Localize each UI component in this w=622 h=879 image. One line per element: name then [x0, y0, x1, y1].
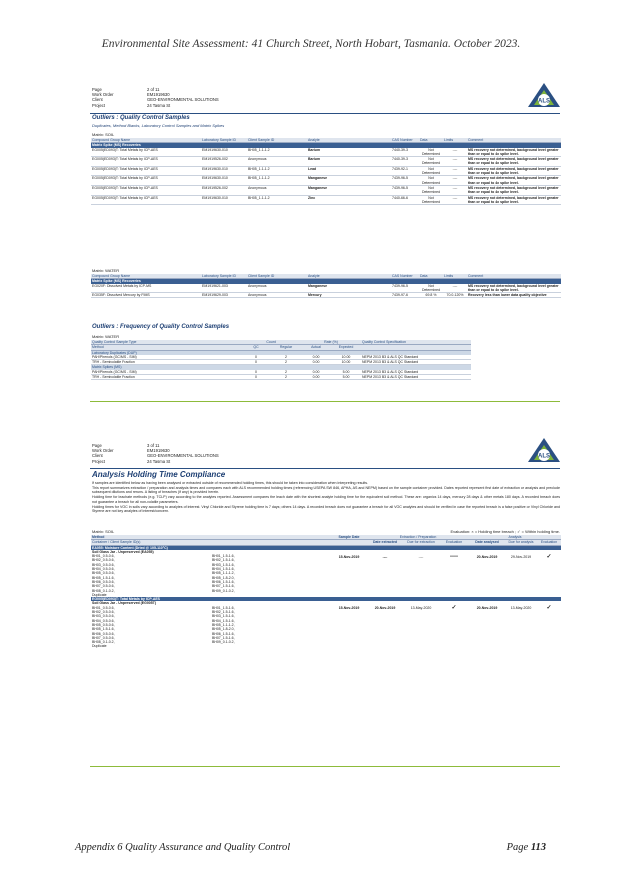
sample-id: BH05_1.1-1.2, — [212, 571, 235, 576]
sample-id: BH05_0.5-0.6, — [92, 622, 115, 627]
cell-comment: MS recovery not determined, background level greater than or equal to 4x spike level. — [467, 176, 561, 186]
cell-analyte: Manganese — [307, 284, 391, 293]
hold-group-label: EG005(ED093)T: Total Metals by ICP-AES — [91, 597, 561, 601]
meta-value: GEO-ENVIRONMENTAL SOLUTIONS — [147, 453, 219, 459]
meta-row — [92, 459, 219, 464]
column-header: Limits — [443, 138, 467, 143]
freq-header-actual: Actual — [301, 345, 331, 350]
sample-id: BH05_1.5-1.6, — [92, 575, 115, 580]
meta-key: Page — [92, 87, 102, 92]
cell-cas: 7440-39-3 — [391, 148, 419, 157]
freq-cell-qc: 0 — [241, 355, 271, 360]
sample-id: BH02_0.5-0.6, — [92, 558, 115, 563]
holding-matrix-label: Matrix: SOIL — [92, 529, 115, 534]
column-header: Analyte — [307, 274, 391, 279]
als-logo-text-2: ALS — [538, 453, 550, 460]
cell-lab: EM1919629-003 — [201, 293, 247, 298]
cell-data: Not Determined — [419, 166, 443, 176]
freq-cell-qc: 0 — [241, 375, 271, 380]
sample-id: BH01_0.5-0.6, — [92, 605, 115, 610]
cell-client: Anonymous — [247, 185, 307, 195]
meta-value: EM1919630 — [147, 448, 170, 454]
cell-client: Anonymous — [247, 157, 307, 167]
meta-key: Project — [92, 458, 106, 464]
cell-group: EG005(ED093)T: Total Metals by ICP-AES — [91, 148, 201, 157]
meta-value: EM1919630 — [147, 92, 170, 98]
page1-subtitle: Duplicates, Method Blanks, Laboratory Control Samples and Matrix Spikes — [92, 123, 225, 128]
freq-header-method: Method — [91, 345, 241, 350]
cell-analyte: Lead — [307, 166, 391, 176]
cell-cas: 7440-66-6 — [391, 195, 419, 205]
cell-limits: ---- — [443, 195, 467, 205]
column-header: CAS Number — [391, 138, 419, 143]
cell-data: 69.8 % — [419, 293, 443, 298]
page1-bottom-rule — [90, 401, 560, 402]
cell-lab: EM1919630-010 — [201, 195, 247, 205]
cell-lab: EM1919630-010 — [201, 166, 247, 176]
cell-cas: 7439-92-1 — [391, 166, 419, 176]
sample-id: BH06_0.5-0.6, — [92, 631, 115, 636]
group-label: Matrix Spike (MS) Recoveries — [91, 279, 561, 284]
frequency-title: Outliers : Frequency of Quality Control Samples — [92, 324, 230, 330]
hold-header-evaluation-2: Evaluation — [537, 540, 561, 545]
page2-divider — [90, 468, 560, 469]
sample-id: BH02_0.5-0.6, — [92, 610, 115, 615]
sample-id: BH04_1.5-1.6, — [212, 567, 235, 572]
sample-id: BH04_0.5-0.6, — [92, 618, 115, 623]
hold-cell-sample_date: 15-Nov-2019 — [338, 606, 360, 611]
hold-cell-sample_date: 15-Nov-2019 — [338, 554, 360, 559]
water-outliers-table — [91, 274, 561, 298]
hold-header-analysis: Analysis — [469, 535, 561, 540]
hold-cell-date_extracted: 20-Nov-2019 — [374, 606, 396, 611]
sample-id: BH09_0.1-0.2, — [212, 588, 235, 593]
freq-header-expected: Expected — [331, 345, 361, 350]
table-row — [91, 148, 561, 157]
freq-cell-method: TRH - Semivolatile Fraction — [91, 375, 241, 380]
freq-header-rate: Rate (%) — [301, 340, 361, 345]
frequency-table — [91, 340, 471, 380]
hold-cell-evaluation: ✓ — [451, 605, 457, 612]
evaluation-legend: Evaluation: × = Holding time breach ; ✓ = Within holding time. — [450, 529, 560, 534]
cell-cas: 7439-96-5 — [391, 185, 419, 195]
freq-cell-spec: NEPM 2013 B3 & ALS QC Standard — [361, 370, 471, 375]
cell-group: EG005(ED093)T: Total Metals by ICP-AES — [91, 176, 201, 186]
cell-data: Not Determined — [419, 157, 443, 167]
cell-data: Not Determined — [419, 185, 443, 195]
cell-cas: 7439-96-5 — [391, 176, 419, 186]
freq-cell-method: TRH - Semivolatile Fraction — [91, 360, 241, 365]
hold-header-date-extracted: Date extracted — [367, 540, 403, 545]
sample-id: BH07_0.5-0.6, — [92, 635, 115, 640]
hold-cell-date_extracted: ---- — [382, 554, 388, 559]
table-row — [91, 176, 561, 186]
page-number-label: Page — [506, 842, 529, 853]
cell-cas: 7439-97-6 — [391, 293, 419, 298]
freq-cell-qc: 0 — [241, 360, 271, 365]
hold-group-label: EA055: Moisture Content (Dried @ 105-110°C) — [91, 545, 561, 550]
meta-row — [92, 103, 219, 108]
sample-id: BH06_1.5-1.6, — [212, 631, 235, 636]
hold-container-label: Soil Glass Jar - Unpreserved (EA055) — [92, 549, 154, 554]
freq-cell-expected: 10.00 — [331, 360, 361, 365]
sample-id: BH01_1.5-1.6, — [212, 554, 235, 559]
hold-cell-due_analysis: 29-Nov-2019 — [510, 554, 532, 559]
cell-data: Not Determined — [419, 284, 443, 293]
sample-id: BH01_1.5-1.6, — [212, 605, 235, 610]
cell-group: EG005(ED093)T: Total Metals by ICP-AES — [91, 185, 201, 195]
freq-header-regular: Regular — [271, 345, 301, 350]
cell-analyte: Mercury — [307, 293, 391, 298]
column-header: Analyte — [307, 138, 391, 143]
matrix-water-label: Matrix: WATER — [92, 268, 120, 273]
meta-key: Client — [92, 97, 103, 103]
cell-analyte: Barium — [307, 148, 391, 157]
sample-id: BH03_0.5-0.6, — [92, 562, 115, 567]
cell-cas: 7439-96-5 — [391, 284, 419, 293]
freq-cell-qc: 0 — [241, 370, 271, 375]
paragraph: Holding times for VOC in soils vary according to analytes of interest. Vinyl Chloride and Styrene holding time is 7 days; others 14 days. A recorded breach does not guarantee a breach for all VOC analytes and should be verified in case the reported breach is a false positive or Vinyl Chloride and Styrene are not key analytes of interest/concern. — [92, 504, 560, 514]
hold-container-col2 — [211, 550, 331, 597]
column-header: Limits — [443, 274, 467, 279]
frequency-matrix-label: Matrix: WATER — [92, 334, 120, 339]
cell-client: Anonymous — [247, 284, 307, 293]
cell-client: BH05_1.1-1.2 — [247, 166, 307, 176]
als-logo-2 — [527, 437, 561, 467]
hold-header-container: Container / Client Sample ID(s) — [91, 540, 331, 545]
freq-cell-actual: 0.00 — [301, 370, 331, 375]
hold-container-col2 — [211, 601, 331, 648]
freq-row — [91, 375, 471, 380]
hold-container-col1 — [91, 601, 211, 648]
hold-container-label: Soil Glass Jar - Unpreserved (EG005T) — [92, 601, 156, 606]
sample-id: BH09_0.1-0.2, — [212, 640, 235, 645]
meta-value: 24 Tasma St — [147, 102, 171, 108]
cell-data: Not Determined — [419, 195, 443, 205]
freq-cell-expected: 5.00 — [331, 370, 361, 375]
cell-comment: MS recovery not determined, background level greater than or equal to 4x spike level. — [467, 148, 561, 157]
sample-id: BH02_1.5-1.6, — [212, 558, 235, 563]
hold-cell-evaluation: ---- — [450, 553, 459, 560]
page-number — [480, 842, 546, 853]
cell-limits: ---- — [443, 166, 467, 176]
table-row — [91, 166, 561, 176]
freq-group-label: Laboratory Duplicates (DUP) — [91, 350, 471, 355]
matrix-soil-label: Matrix: SOIL — [92, 132, 115, 137]
sample-id: BH06_0.5-0.6, — [92, 579, 115, 584]
page1-meta — [92, 87, 219, 108]
sample-id: BH05_0.5-0.6, — [92, 571, 115, 576]
cell-limits: 70.0-120% — [443, 293, 467, 298]
cell-lab: EM1919526-002 — [201, 157, 247, 167]
freq-cell-actual: 0.00 — [301, 360, 331, 365]
document-header: Environmental Site Assessment: 41 Church Street, North Hobart, Tasmania. October 2023. — [101, 38, 521, 50]
cell-analyte: Manganese — [307, 185, 391, 195]
cell-comment: MS recovery not determined, background level greater than or equal to 4x spike level. — [467, 166, 561, 176]
freq-cell-spec: NEPM 2013 B3 & ALS QC Standard — [361, 355, 471, 360]
meta-value: GEO-ENVIRONMENTAL SOLUTIONS — [147, 97, 219, 103]
sample-id: BH05_1.8-2.0, — [212, 627, 235, 632]
cell-limits: ---- — [443, 176, 467, 186]
freq-cell-expected: 10.00 — [331, 355, 361, 360]
freq-cell-spec: NEPM 2013 B3 & ALS QC Standard — [361, 375, 471, 380]
meta-key: Page — [92, 443, 102, 448]
meta-value: 24 Tasma St — [147, 458, 171, 464]
hold-cell-due_analysis: 13-May-2020 — [510, 606, 532, 611]
cell-data: Not Determined — [419, 176, 443, 186]
cell-limits: ---- — [443, 148, 467, 157]
column-header: Client Sample ID — [247, 274, 307, 279]
sample-id: BH03_1.5-1.6, — [212, 614, 235, 619]
paragraph: Holding time for leachate methods (e.g. TCLP) vary according to the analytes reported. Assessment compares the leach date with the shortest analyte holding time for the equivalent soil method. These are: organics 14 days, mercury 28 days & other metals 180 days. A recorded breach does not guarantee a breach for all non-volatile parameters. — [92, 495, 560, 504]
cell-client: BH05_1.1-1.2 — [247, 148, 307, 157]
sample-id: BH08_0.1-0.2, — [92, 640, 115, 645]
hold-header-sample-date: Sample Date — [331, 535, 367, 540]
freq-cell-spec: NEPM 2013 B3 & ALS QC Standard — [361, 360, 471, 365]
hold-row — [91, 601, 561, 648]
meta-key: Work Order — [92, 92, 114, 98]
sample-id: BH05_1.5-1.6, — [92, 627, 115, 632]
sample-id: BH07_1.5-1.6, — [212, 635, 235, 640]
cell-analyte: Barium — [307, 157, 391, 167]
holding-time-title: Analysis Holding Time Compliance — [92, 470, 226, 479]
page2-bottom-rule — [90, 766, 560, 767]
cell-limits: ---- — [443, 185, 467, 195]
meta-key: Client — [92, 453, 103, 459]
cell-group: EG035F: Dissolved Mercury by FIMS — [91, 293, 201, 298]
hold-header-date-analysed: Date analysed — [469, 540, 505, 545]
sample-id: BH06_1.5-1.6, — [212, 579, 235, 584]
page2-meta — [92, 443, 219, 464]
sample-id: BH08_0.1-0.2, — [92, 588, 115, 593]
soil-outliers-table — [91, 138, 561, 205]
freq-cell-expected: 5.00 — [331, 375, 361, 380]
meta-key: Project — [92, 102, 106, 108]
table-row — [91, 284, 561, 293]
page-number-value: 113 — [530, 842, 546, 853]
cell-analyte: Zinc — [307, 195, 391, 205]
freq-cell-method: PAH/Phenols (GC/MS - SIM) — [91, 355, 241, 360]
cell-group: EG005(ED093)T: Total Metals by ICP-AES — [91, 157, 201, 167]
sample-id: BH02_1.5-1.6, — [212, 610, 235, 615]
cell-lab: EM1919630-010 — [201, 176, 247, 186]
sample-id: BH03_1.5-1.6, — [212, 562, 235, 567]
sample-id: BH05_1.8-2.0, — [212, 575, 235, 580]
column-header: Data — [419, 274, 443, 279]
column-header: Data — [419, 138, 443, 143]
freq-cell-actual: 0.00 — [301, 375, 331, 380]
table-row — [91, 157, 561, 167]
hold-header-due-analysis: Due for analysis — [505, 540, 537, 545]
freq-cell-regular: 2 — [271, 375, 301, 380]
column-header: Compound Group Name — [91, 138, 201, 143]
als-logo — [527, 82, 561, 112]
cell-lab: EM1919621-003 — [201, 284, 247, 293]
hold-header-due-extraction: Due for extraction — [403, 540, 439, 545]
hold-cell-date_analysed: 20-Nov-2019 — [476, 606, 498, 611]
meta-value: 2 of 11 — [147, 87, 160, 92]
paragraph: This report summarizes extraction / preparation and analysis times and compares each with ALS recommended holding times (referencing USEPA SW 846, APHA, AS and NEPM) based on the sample container provided. Dates reported represent first date of extraction or analysis and preclude subsequent dilutions and reruns. A listing of breaches (if any) is provided herein. — [92, 485, 560, 495]
page1-title: Outliers : Quality Control Samples — [92, 115, 190, 121]
freq-cell-regular: 2 — [271, 370, 301, 375]
hold-cell-evaluation2: ✓ — [546, 605, 552, 612]
cell-analyte: Manganese — [307, 176, 391, 186]
hold-cell-evaluation2: ✓ — [546, 553, 552, 560]
meta-value: 3 of 11 — [147, 443, 160, 448]
column-header: CAS Number — [391, 274, 419, 279]
freq-header-count: Count — [241, 340, 301, 345]
column-header: Comment — [467, 138, 561, 143]
paragraph: If samples are identified below as having been analysed or extracted outside of recommended holding times, this should be taken into consideration when interpreting results. — [92, 481, 369, 485]
freq-header-spec: Quality Control Specification — [361, 340, 471, 345]
table-row — [91, 195, 561, 205]
sample-id: Duplicate — [92, 592, 107, 597]
hold-header-evaluation: Evaluation — [439, 540, 469, 545]
freq-header-qc: QC — [241, 345, 271, 350]
sample-id: BH03_0.5-0.6, — [92, 614, 115, 619]
sample-id: BH07_0.5-0.6, — [92, 584, 115, 589]
freq-cell-actual: 0.00 — [301, 355, 331, 360]
cell-lab: EM1919526-002 — [201, 185, 247, 195]
column-header: Compound Group Name — [91, 274, 201, 279]
sample-id: BH04_0.5-0.6, — [92, 567, 115, 572]
cell-client: BH05_1.1-1.2 — [247, 195, 307, 205]
hold-row — [91, 550, 561, 597]
hold-cell-due_extraction: ---- — [418, 554, 424, 559]
hold-cell-due_extraction: 13-May-2020 — [410, 606, 432, 611]
cell-limits: ---- — [443, 284, 467, 293]
als-logo-text: ALS — [538, 98, 550, 105]
table-row — [91, 293, 561, 298]
cell-group: EG020F: Dissolved Metals by ICP-MS — [91, 284, 201, 293]
cell-group: EG005(ED093)T: Total Metals by ICP-AES — [91, 166, 201, 176]
sample-id: BH07_1.5-1.6, — [212, 584, 235, 589]
cell-comment: Recovery less than lower data quality objective — [467, 293, 561, 298]
cell-comment: MS recovery not determined, background level greater than or equal to 4x spike level. — [467, 284, 561, 293]
hold-cell-date_analysed: 20-Nov-2019 — [476, 554, 498, 559]
cell-comment: MS recovery not determined, background level greater than or equal to 4x spike level. — [467, 195, 561, 205]
sample-id: BH01_0.5-0.6, — [92, 554, 115, 559]
holding-time-paragraphs — [92, 481, 560, 514]
sample-id: BH04_1.5-1.6, — [212, 618, 235, 623]
cell-group: EG005(ED093)T: Total Metals by ICP-AES — [91, 195, 201, 205]
cell-comment: MS recovery not determined, background level greater than or equal to 4x spike level. — [467, 185, 561, 195]
cell-lab: EM1919630-010 — [201, 148, 247, 157]
cell-client: Anonymous — [247, 293, 307, 298]
cell-limits: ---- — [443, 157, 467, 167]
column-header: Client Sample ID — [247, 138, 307, 143]
cell-data: Not Determined — [419, 148, 443, 157]
cell-client: BH05_1.1-1.2 — [247, 176, 307, 186]
freq-cell-method: PAH/Phenols (GC/MS - SIM) — [91, 370, 241, 375]
sample-id: BH05_1.1-1.2, — [212, 622, 235, 627]
meta-key: Work Order — [92, 448, 114, 454]
table-row — [91, 185, 561, 195]
cell-cas: 7440-39-3 — [391, 157, 419, 167]
freq-group-label: Matrix Spikes (MS) — [91, 365, 471, 370]
column-header: Laboratory Sample ID — [201, 274, 247, 279]
column-header: Laboratory Sample ID — [201, 138, 247, 143]
hold-header-method: Method — [91, 535, 331, 540]
sample-id: Duplicate — [92, 644, 107, 649]
freq-cell-regular: 2 — [271, 355, 301, 360]
group-label: Matrix Spike (MS) Recoveries — [91, 143, 561, 148]
document-footer: Appendix 6 Quality Assurance and Quality Control — [75, 842, 291, 853]
hold-header-extraction: Extraction / Preparation — [367, 535, 469, 540]
hold-container-col1 — [91, 550, 211, 597]
freq-header-type: Quality Control Sample Type — [91, 340, 241, 345]
page1-divider — [90, 113, 560, 114]
column-header: Comment — [467, 274, 561, 279]
freq-cell-regular: 2 — [271, 360, 301, 365]
cell-comment: MS recovery not determined, background level greater than or equal to 4x spike level. — [467, 157, 561, 167]
holding-time-table — [91, 535, 561, 649]
